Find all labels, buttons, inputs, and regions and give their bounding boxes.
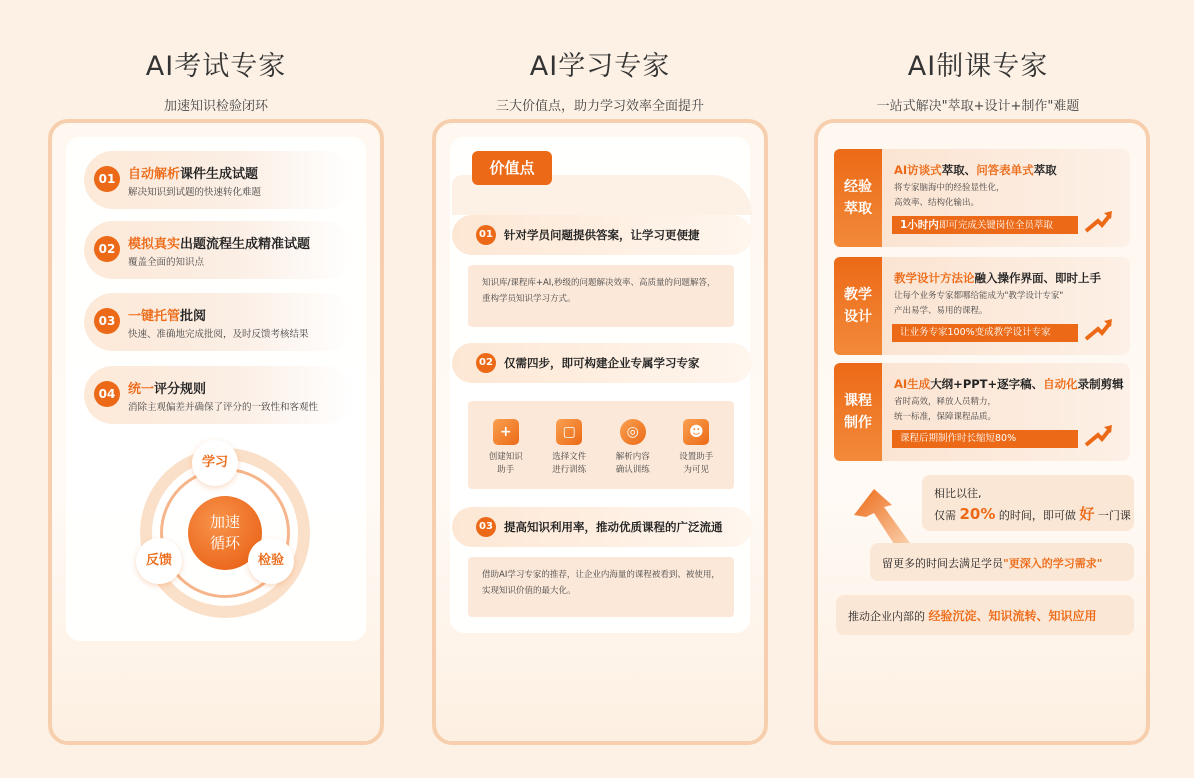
exam-item-title: 统一评分规则 (128, 382, 207, 397)
course-row-highlight-bar: 让业务专家100%变成教学设计专家 (892, 324, 1078, 342)
course-row (834, 149, 1130, 247)
exam-item-number: 01 (94, 166, 120, 192)
exam-subtitle: 加速知识检验闭环 (163, 99, 268, 114)
cycle-node-verify: 检验 (248, 538, 294, 584)
learn-header (420, 44, 780, 114)
course-row-title: AI访谈式萃取、问答表单式萃取 (894, 163, 1057, 177)
exam-title: AI考试专家 (145, 51, 287, 82)
step-select-file: ▢ 选择文件 进行训练 (541, 411, 597, 477)
course-row-label: 课程 制作 (834, 363, 882, 461)
course-row-title: AI生成大纲+PPT+逐字稿、自动化录制剪辑 (894, 377, 1124, 391)
comparison-bubble: 相比以往, 仅需 20% 的时间，即可做 好 一门课 (922, 475, 1134, 531)
learn-section-body: 知识库/课程库+AI,秒级的问题解决效率、高质量的问题解答，重构学员知识学习方式。 (468, 265, 734, 327)
learn-card (432, 119, 768, 745)
learn-section-number: 03 (476, 517, 496, 537)
learn-section-title: 提高知识利用率，推动优质课程的广泛流通 (504, 520, 723, 534)
course-row-highlight-bar: 1小时内即可完成关键岗位全员萃取 (892, 216, 1078, 234)
cycle-diagram (130, 438, 320, 628)
learn-steps-panel (468, 401, 734, 489)
learn-section-title: 针对学员问题提供答案，让学习更便捷 (504, 228, 700, 242)
course-header (798, 44, 1158, 114)
exam-item-number: 02 (94, 236, 120, 262)
learn-section-body: 借助AI学习专家的推荐，让企业内海量的课程被看到、被使用，实现知识价值的最大化。 (468, 557, 734, 617)
exam-item (84, 366, 354, 424)
file-icon: ▢ (556, 419, 582, 445)
exam-item (84, 293, 354, 351)
users-icon: ☻ (683, 419, 709, 445)
exam-item (84, 151, 354, 209)
course-row-body (882, 363, 1130, 461)
step-parse-content: ◎ 解析内容 确认训练 (605, 411, 661, 477)
trend-arrow-icon (1084, 315, 1114, 341)
exam-item-desc: 消除主观偏差并确保了评分的一致性和客观性 (128, 402, 319, 413)
exam-item-desc: 覆盖全面的知识点 (128, 257, 205, 268)
course-title: AI制课专家 (907, 51, 1049, 82)
step-set-visible: ☻ 设置助手 为可见 (668, 411, 724, 477)
cycle-node-feedback: 反馈 (136, 538, 182, 584)
more-time-bubble: 留更多的时间去满足学员"更深入的学习需求" (870, 543, 1134, 581)
exam-item-desc: 快速、准确地完成批阅，及时反馈考核结果 (128, 329, 309, 340)
exam-item-desc: 解决知识到试题的快速转化难题 (128, 187, 262, 198)
exam-item-number: 03 (94, 308, 120, 334)
course-row-label: 经验 萃取 (834, 149, 882, 247)
learn-section-header (452, 215, 752, 255)
cycle-center: 加速 循环 (188, 496, 262, 570)
parse-icon: ◎ (620, 419, 646, 445)
learn-section-header (452, 343, 752, 383)
exam-card (48, 119, 384, 745)
exam-item-number: 04 (94, 381, 120, 407)
course-subtitle: 一站式解决"萃取+设计+制作"难题 (876, 99, 1080, 114)
course-row-highlight-bar: 课程后期制作时长缩短80% (892, 430, 1078, 448)
course-row-desc: 将专家脑海中的经验显性化， 高效率、结构化输出。 (894, 183, 1005, 208)
exam-item-title: 自动解析课件生成试题 (128, 167, 259, 182)
learn-section-number: 01 (476, 225, 496, 245)
course-row (834, 257, 1130, 355)
trend-arrow-icon (1084, 421, 1114, 447)
exam-item-title: 模拟真实出题流程生成精准试题 (128, 237, 311, 252)
trend-arrow-icon (1084, 207, 1114, 233)
promote-bubble: 推动企业内部的 经验沉淀、知识流转、知识应用 (836, 595, 1134, 635)
exam-header (36, 44, 396, 114)
course-row-desc: 让每个业务专家都哪给能成为"教学设计专家" 产出易学、易用的课程。 (894, 291, 1064, 316)
course-row (834, 363, 1130, 461)
exam-item-title: 一键托管批阅 (128, 309, 207, 324)
learn-section-number: 02 (476, 353, 496, 373)
course-row-body (882, 149, 1130, 247)
exam-item (84, 221, 354, 279)
big-up-arrow-icon (848, 485, 914, 549)
add-icon: + (493, 419, 519, 445)
learn-section-header (452, 507, 752, 547)
course-row-label: 教学 设计 (834, 257, 882, 355)
step-create-assistant: + 创建知识 助手 (478, 411, 534, 477)
course-row-title: 教学设计方法论融入操作界面、即时上手 (894, 271, 1101, 285)
value-point-tag: 价值点 (472, 151, 552, 185)
learn-title: AI学习专家 (529, 51, 671, 82)
cycle-node-learn: 学习 (192, 440, 238, 486)
course-row-desc: 省时高效，释放人员精力， 统一标准，保障课程品质。 (894, 397, 997, 422)
course-card (814, 119, 1150, 745)
learn-subtitle: 三大价值点，助力学习效率全面提升 (495, 99, 704, 114)
learn-section-title: 仅需四步，即可构建企业专属学习专家 (504, 356, 700, 370)
course-row-body (882, 257, 1130, 355)
